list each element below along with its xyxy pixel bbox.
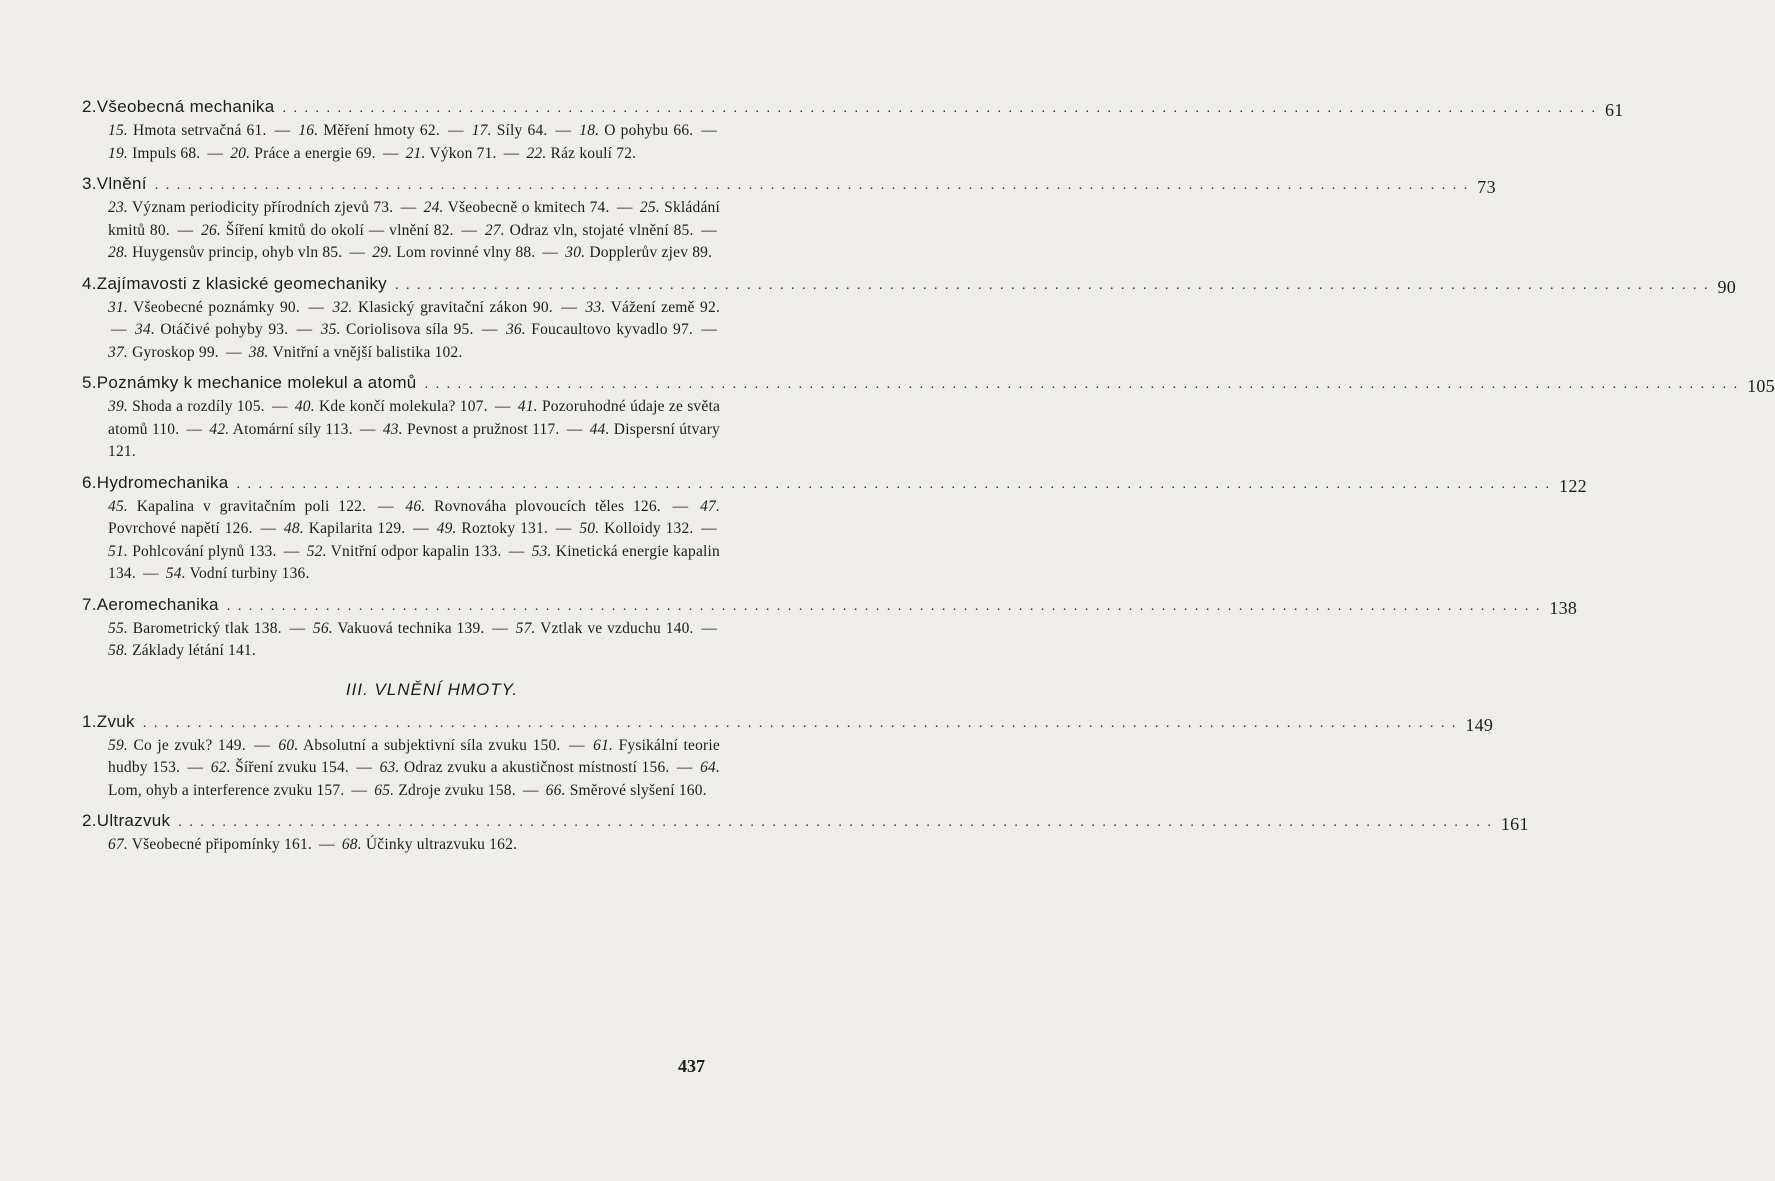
entry-text: Impuls 68. [132, 144, 201, 162]
entry-text: Kolloidy 132. [604, 520, 694, 537]
entry-text: Kapalina v gravitačním poli 122. [136, 497, 367, 515]
entry-text: Huygensův princip, ohyb vln 85. [132, 244, 343, 261]
chapter-entries: 55. Barometrický tlak 138. — 56. Vakuová technika 139. — 57. Vztlak ve vzduchu 140. — 58. Základy létání 141. [108, 619, 718, 659]
entry-number: 24. [423, 199, 444, 216]
entry-number: 51. [108, 542, 128, 560]
entry-text: Ráz koulí 72. [550, 144, 637, 162]
chapter-page: 161 [1500, 814, 1529, 834]
toc-entry [307, 543, 502, 560]
dot-leader: . . . . . . . . . . . . . . . . . . . . . . . . . . . . . . . . . . . . . . . . . . . . . . . . . . . . . . . . . . . . . . . . . . . . . . . . . . . . . . . . . . . . . . . . . . . . . . . . . . . . . . . . . . . . . . . . . . . . . . . . [394, 277, 1710, 293]
toc-entry [108, 737, 246, 754]
chapter-heading [82, 269, 1737, 297]
entry-number: 52. [306, 542, 327, 560]
entry-number: 50. [579, 520, 600, 537]
entry-number: 40. [294, 398, 315, 415]
dot-leader: . . . . . . . . . . . . . . . . . . . . . . . . . . . . . . . . . . . . . . . . . . . . . . . . . . . . . . . . . . . . . . . . . . . . . . . . . . . . . . . . . . . . . . . . . . . . . . . . . . . . . . . . . . . . . . . . . . . . . . . . [424, 377, 1740, 392]
toc-entry [108, 344, 219, 361]
toc-entry [406, 145, 497, 162]
chapter-heading [82, 590, 1578, 618]
entry-number: 37. [108, 343, 128, 361]
chapter-title: Aeromechanika [96, 594, 219, 614]
toc-entry [230, 145, 376, 162]
entry-number: 29. [372, 244, 393, 261]
toc-chapter [82, 590, 1578, 663]
toc-entry [278, 737, 560, 754]
chapter-entries: 15. Hmota setrvačná 61. — 16. Měření hmoty 62. — 17. Síly 64. — 18. O pohybu 66. — 19. Impuls 68. — 20. Práce a energie 69. — 21. Výkon 71. — 22. Ráz koulí 72. [108, 122, 718, 162]
toc-entry [372, 244, 535, 261]
part-title: III. VLNĚNÍ HMOTY. [345, 679, 519, 699]
entry-number: 17. [471, 122, 492, 139]
toc-entry [374, 782, 516, 799]
entry-text: Rovnováha plovoucích těles 126. [434, 497, 661, 515]
entry-number: 44. [589, 420, 610, 438]
entry-text: Roztoky 131. [461, 520, 549, 537]
chapter-title: Hydromechanika [96, 472, 229, 492]
toc-chapter [82, 707, 1494, 803]
table-of-contents [82, 92, 1775, 861]
entry-number: 56. [312, 619, 333, 637]
entry-number: 64. [700, 759, 721, 776]
entry-number: 18. [579, 122, 600, 139]
entry-number: 67. [108, 836, 128, 853]
toc-entry [108, 498, 366, 515]
entry-number: 66. [545, 781, 566, 799]
toc-entry [295, 398, 488, 415]
entry-number: 32. [332, 298, 353, 316]
entry-number: 62. [210, 759, 231, 776]
entry-number: 49. [436, 520, 457, 537]
toc-entry [166, 565, 310, 582]
entry-text: Odraz vln, stojaté vlnění 85. [509, 221, 694, 239]
chapter-page: 149 [1465, 714, 1494, 735]
entry-number: 26. [201, 221, 221, 239]
chapter-heading [82, 92, 1624, 120]
toc-entry [108, 836, 312, 853]
chapter-page: 61 [1604, 100, 1624, 120]
entry-text: Síly 64. [496, 122, 548, 139]
toc-entry [108, 199, 393, 216]
toc-entry [516, 620, 694, 637]
chapter-entries: 45. Kapalina v gravitačním poli 122. — 46. Rovnováha plovoucích těles 126. — 47. Povrchové napětí 126. — 48. Kapilarita 129. — 49. Roztoky 131. — 50. Kolloidy 132. — 51. Pohlcování plynů 133. — 52. Vnitřní odpor kapalin 133. — 53. Kinetická energie kapalin 134. — 54. Vodní turbiny 136. [108, 497, 721, 582]
toc-chapter [82, 806, 1529, 857]
entry-text: Směrové slyšení 160. [569, 781, 707, 799]
chapter-number: 6. [82, 472, 97, 492]
entry-text: Lom rovinné vlny 88. [396, 244, 536, 261]
toc-entry [585, 299, 720, 316]
entry-text: Pohlcování plynů 133. [132, 542, 277, 560]
dot-leader: . . . . . . . . . . . . . . . . . . . . . . . . . . . . . . . . . . . . . . . . . . . . . . . . . . . . . . . . . . . . . . . . . . . . . . . . . . . . . . . . . . . . . . . . . . . . . . . . . . . . . . . . . . . . . . . . . . . . . . . . [226, 598, 1542, 614]
entry-number: 46. [405, 497, 426, 515]
chapter-page: 105 [1747, 376, 1775, 396]
entry-text: Skládání kmitů 80. [108, 199, 720, 239]
chapter-heading [82, 468, 1587, 496]
chapter-page: 138 [1549, 597, 1578, 618]
toc-entry [579, 122, 693, 139]
toc-entry [108, 543, 277, 560]
toc-chapter [82, 269, 1737, 365]
toc-entry [579, 520, 693, 537]
toc-entry [108, 642, 256, 659]
entry-text: Dispersní útvary 121. [108, 420, 721, 460]
entry-number: 30. [565, 244, 586, 261]
toc-entry [135, 321, 288, 338]
entry-text: Hmota setrvačná 61. [133, 122, 267, 139]
toc-entry [108, 145, 200, 162]
entry-text: Pozoruhodné údaje ze světa atomů 110. [108, 398, 721, 438]
entry-text: Co je zvuk? 149. [133, 736, 246, 754]
chapter-page: 122 [1559, 475, 1587, 496]
entry-text: Všeobecné připomínky 161. [131, 836, 312, 853]
toc-entry [284, 520, 405, 537]
toc-entry [405, 498, 661, 515]
toc-entry [383, 421, 560, 438]
entry-text: Měření hmoty 62. [323, 122, 440, 139]
chapter-entries: 67. Všeobecné připomínky 161. — 68. Účinky ultrazvuku 162. [108, 836, 518, 853]
entry-number: 25. [639, 199, 660, 216]
entry-text: Barometrický tlak 138. [132, 619, 282, 637]
page-number: 437 [678, 1056, 705, 1076]
entry-number: 15. [108, 122, 128, 139]
entry-text: Šíření kmitů do okolí — vlnění 82. [225, 221, 454, 239]
entry-text: Klasický gravitační zákon 90. [357, 298, 553, 316]
chapter-entries: 59. Co je zvuk? 149. — 60. Absolutní a subjektivní síla zvuku 150. — 61. Fysikální teorie hudby 153. — 62. Šíření zvuku 154. — 63. Odraz zvuku a akustičnost místností 156. — 64. Lom, ohyb a interference zvuku 157. — 65. Zdroje zvuku 158. — 66. Směrové slyšení 160. [108, 736, 721, 799]
toc-entry [201, 222, 454, 239]
entry-number: 41. [517, 398, 538, 415]
entry-text: Atomární síly 113. [232, 420, 353, 438]
toc-chapter [82, 368, 1775, 464]
toc-entry [108, 299, 300, 316]
entry-number: 48. [283, 520, 304, 537]
dot-leader: . . . . . . . . . . . . . . . . . . . . . . . . . . . . . . . . . . . . . . . . . . . . . . . . . . . . . . . . . . . . . . . . . . . . . . . . . . . . . . . . . . . . . . . . . . . . . . . . . . . . . . . . . . . . . . . . . . . . . . . . [236, 476, 1552, 492]
toc-entry [108, 244, 342, 261]
toc-entry [249, 344, 463, 361]
entry-number: 28. [108, 244, 128, 261]
toc-entry [546, 782, 707, 799]
entry-text: Shoda a rozdíly 105. [132, 398, 265, 415]
entry-number: 27. [484, 221, 505, 239]
dot-leader: . . . . . . . . . . . . . . . . . . . . . . . . . . . . . . . . . . . . . . . . . . . . . . . . . . . . . . . . . . . . . . . . . . . . . . . . . . . . . . . . . . . . . . . . . . . . . . . . . . . . . . . . . . . . . . . . . . . . . . . . [178, 815, 1493, 830]
entry-text: Kinetická energie kapalin 134. [108, 542, 721, 582]
toc-entry [437, 520, 548, 537]
chapter-page: 73 [1477, 177, 1496, 197]
toc-entry [485, 222, 694, 239]
entry-number: 59. [108, 736, 128, 754]
toc-entry [108, 620, 282, 637]
entry-text: Zdroje zvuku 158. [398, 781, 516, 799]
toc-entry [313, 620, 485, 637]
entry-text: Vážení země 92. [610, 298, 721, 316]
chapter-entries: 23. Význam periodicity přírodních zjevů 73. — 24. Všeobecně o kmitech 74. — 25. Skládání kmitů 80. — 26. Šíření kmitů do okolí — vlnění 82. — 27. Odraz vln, stojaté vlnění 85. — 28. Huygensův princip, ohyb vln 85. — 29. Lom rovinné vlny 88. — 30. Dopplerův zjev 89. [108, 199, 720, 261]
entry-text: Vakuová technika 139. [337, 619, 485, 637]
entry-text: Význam periodicity přírodních zjevů 73. [132, 199, 394, 216]
entry-text: Absolutní a subjektivní síla zvuku 150. [303, 736, 561, 754]
entry-number: 43. [382, 420, 403, 438]
entry-number: 20. [230, 144, 251, 162]
entry-text: Výkon 71. [429, 144, 497, 162]
toc-entry [108, 122, 267, 139]
entry-number: 16. [298, 122, 319, 139]
entry-number: 54. [165, 565, 186, 582]
chapter-heading [82, 169, 1496, 197]
entry-text: Vnitřní a vnější balistika 102. [272, 343, 463, 361]
chapter-title: Poznámky k mechanice molekul a atomů [96, 373, 417, 392]
entry-number: 60. [278, 736, 299, 754]
toc-entry [321, 321, 474, 338]
entry-number: 58. [108, 642, 128, 659]
chapter-number: 3. [82, 174, 97, 193]
entry-number: 19. [108, 144, 128, 162]
entry-number: 34. [135, 321, 156, 338]
toc-section-mechanics [82, 92, 1775, 663]
entry-text: Gyroskop 99. [132, 343, 219, 361]
dot-leader: . . . . . . . . . . . . . . . . . . . . . . . . . . . . . . . . . . . . . . . . . . . . . . . . . . . . . . . . . . . . . . . . . . . . . . . . . . . . . . . . . . . . . . . . . . . . . . . . . . . . . . . . . . . . . . . . . . . . . . . . [282, 101, 1597, 116]
toc-entry [108, 398, 265, 415]
entry-text: Fysikální teorie hudby 153. [108, 736, 720, 776]
chapter-page: 90 [1717, 276, 1737, 297]
toc-section-wave-motion [82, 707, 1529, 857]
entry-number: 57. [515, 619, 536, 637]
toc-chapter [82, 92, 1624, 165]
chapter-number: 1. [82, 711, 97, 731]
entry-text: Odraz zvuku a akustičnost místností 156. [404, 759, 670, 776]
entry-text: Práce a energie 69. [254, 144, 376, 162]
entry-number: 39. [108, 398, 128, 415]
toc-entry [342, 836, 517, 853]
entry-text: Kde končí molekula? 107. [319, 398, 488, 415]
chapter-entries: 31. Všeobecné poznámky 90. — 32. Klasický gravitační zákon 90. — 33. Vážení země 92. — 34. Otáčivé pohyby 93. — 35. Coriolisova síla 95. — 36. Foucaultovo kyvadlo 97. — 37. Gyroskop 99. — 38. Vnitřní a vnější balistika 102. [108, 298, 721, 361]
entry-number: 21. [405, 144, 426, 162]
chapter-title: Ultrazvuk [96, 811, 171, 830]
chapter-entries: 39. Shoda a rozdíly 105. — 40. Kde končí molekula? 107. — 41. Pozoruhodné údaje ze světa atomů 110. — 42. Atomární síly 113. — 43. Pevnost a pružnost 117. — 44. Dispersní útvary 121. [108, 398, 721, 460]
entry-number: 42. [209, 420, 230, 438]
entry-text: Coriolisova síla 95. [346, 321, 474, 338]
entry-text: Vodní turbiny 136. [189, 565, 310, 582]
toc-entry [333, 299, 553, 316]
chapter-title: Vlnění [96, 174, 147, 193]
toc-entry [472, 122, 548, 139]
toc-entry [526, 145, 636, 162]
entry-number: 53. [531, 542, 552, 560]
entry-number: 38. [248, 343, 269, 361]
toc-entry [298, 122, 440, 139]
dot-leader: . . . . . . . . . . . . . . . . . . . . . . . . . . . . . . . . . . . . . . . . . . . . . . . . . . . . . . . . . . . . . . . . . . . . . . . . . . . . . . . . . . . . . . . . . . . . . . . . . . . . . . . . . . . . . . . . . . . . . . . . [154, 178, 1470, 193]
toc-entry [565, 244, 712, 261]
toc-entry [209, 421, 352, 438]
entry-text: Vnitřní odpor kapalin 133. [330, 542, 502, 560]
chapter-number: 4. [82, 273, 97, 293]
chapter-heading [82, 707, 1494, 735]
entry-text: Pevnost a pružnost 117. [407, 420, 560, 438]
entry-text: Vztlak ve vzduchu 140. [540, 619, 694, 637]
toc-entry [380, 759, 670, 776]
entry-number: 65. [374, 781, 395, 799]
entry-text: Lom, ohyb a interference zvuku 157. [108, 781, 345, 799]
entry-number: 61. [593, 736, 614, 754]
toc-entry [506, 321, 693, 338]
dot-leader: . . . . . . . . . . . . . . . . . . . . . . . . . . . . . . . . . . . . . . . . . . . . . . . . . . . . . . . . . . . . . . . . . . . . . . . . . . . . . . . . . . . . . . . . . . . . . . . . . . . . . . . . . . . . . . . . . . . . . . . . [142, 715, 1458, 731]
chapter-number: 2. [82, 97, 97, 116]
entry-number: 36. [505, 321, 526, 338]
chapter-number: 5. [82, 373, 97, 392]
chapter-title: Všeobecná mechanika [96, 97, 275, 116]
entry-number: 47. [700, 497, 721, 515]
entry-text: Šíření zvuku 154. [235, 759, 349, 776]
chapter-heading [82, 806, 1529, 834]
entry-text: Účinky ultrazvuku 162. [365, 836, 518, 853]
entry-number: 55. [108, 619, 128, 637]
entry-text: Foucaultovo kyvadlo 97. [531, 321, 693, 338]
entry-text: Kapilarita 129. [308, 520, 406, 537]
entry-text: Všeobecně o kmitech 74. [447, 199, 610, 216]
entry-number: 31. [108, 298, 128, 316]
entry-text: Základy létání 141. [132, 642, 256, 659]
chapter-title: Zvuk [96, 711, 135, 731]
toc-entry [211, 759, 349, 776]
entry-number: 33. [585, 298, 606, 316]
entry-number: 63. [379, 759, 400, 776]
chapter-title: Zajímavosti z klasické geomechaniky [96, 273, 387, 293]
entry-number: 68. [341, 836, 362, 853]
chapter-number: 2. [82, 811, 97, 830]
chapter-heading [82, 368, 1775, 396]
entry-text: Dopplerův zjev 89. [589, 244, 713, 261]
chapter-number: 7. [82, 594, 97, 614]
toc-chapter [82, 468, 1587, 586]
entry-number: 23. [108, 199, 128, 216]
entry-number: 22. [526, 144, 547, 162]
toc-chapter [82, 169, 1496, 265]
entry-number: 45. [108, 497, 128, 515]
entry-text: Povrchové napětí 126. [108, 520, 253, 537]
entry-number: 35. [320, 321, 341, 338]
entry-text: Všeobecné poznámky 90. [133, 298, 300, 316]
entry-text: O pohybu 66. [604, 122, 694, 139]
entry-text: Otáčivé pohyby 93. [160, 321, 289, 338]
toc-entry [424, 199, 610, 216]
